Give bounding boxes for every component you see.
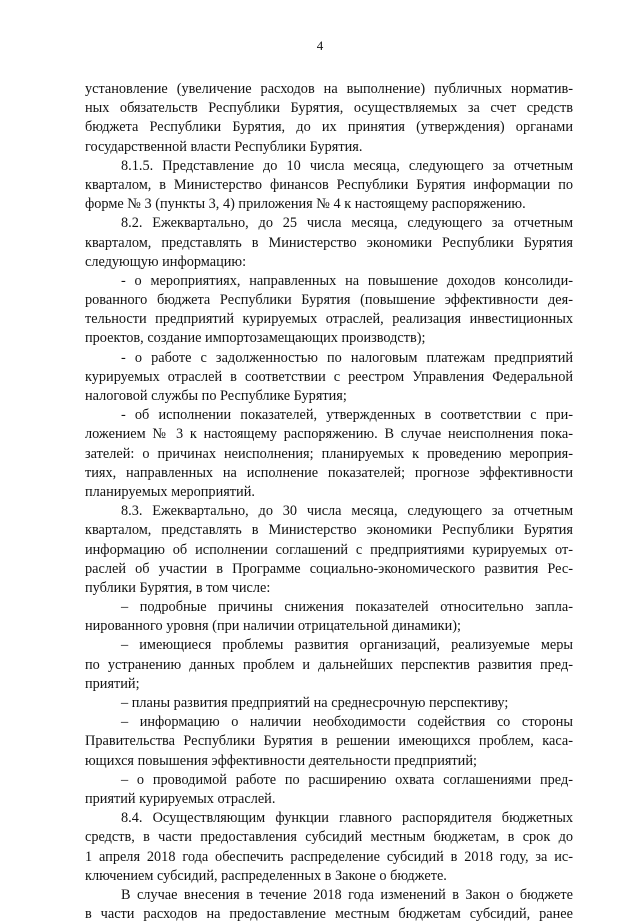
text-line: - о работе с задолженностью по налоговым платежам предприятий — [121, 349, 573, 366]
text-line: кварталом, представлять в Министерство экономики Республики Бурятия — [85, 234, 573, 251]
text-line: – планы развития предприятий на среднесрочную перспективу; — [121, 695, 509, 711]
text-line: - о мероприятиях, направленных на повышение доходов консолиди- — [121, 272, 573, 289]
text-line: курируемых отраслей в соответствии с реестром Управления Федеральной — [85, 368, 573, 385]
text-line: кварталом, в Министерство финансов Республики Бурятия информации по — [85, 176, 573, 193]
text-line: бюджета Республики Бурятия, до их принятия (утверждения) органами — [85, 119, 573, 136]
text-line: планируемых мероприятий. — [85, 483, 255, 500]
text-line: по устранению данных проблем и дальнейших перспектив развития пред- — [85, 656, 573, 673]
page-number: 4 — [316, 38, 324, 53]
text-line: следующую информацию: — [85, 253, 247, 270]
text-line: установление (увеличение расходов на выполнение) публичных норматив- — [85, 81, 573, 97]
text-line: - об исполнении показателей, утвержденных в соответствии с при- — [121, 407, 573, 424]
document-body — [85, 80, 573, 924]
text-line: в части расходов на предоставление местным бюджетам субсидий, ранее — [85, 906, 573, 923]
text-line: тиях, направленных на исполнение показателей; прогнозе эффективности — [85, 464, 573, 481]
text-line: Правительства Республики Бурятия в решении имеющихся проблем, каса- — [85, 733, 573, 750]
text-line: – о проводимой работе по расширению охвата соглашениями пред- — [121, 771, 573, 788]
text-line: рованного бюджета Республики Бурятия (повышение эффективности дея- — [85, 292, 573, 309]
text-line: 8.4. Осуществляющим функции главного распорядителя бюджетных — [121, 810, 573, 827]
text-line: зателей: о причинах неисполнения; планируемых к проведению мероприя- — [85, 445, 573, 462]
text-line: приятий курируемых отраслей. — [85, 790, 276, 807]
text-line: В случае внесения в течение 2018 года изменений в Закон о бюджете — [121, 886, 573, 903]
text-line: средств, в части предоставления субсидий местным бюджетам, в срок до — [85, 829, 573, 846]
text-line: проектов, создание импортозамещающих производств); — [85, 330, 426, 347]
text-line: приятий; — [85, 675, 140, 692]
text-line: ложением № 3 к настоящему распоряжению. В случае неисполнения пока- — [85, 426, 573, 443]
text-line: налоговой службы по Республике Бурятия; — [85, 388, 347, 404]
text-line: – информацию о наличии необходимости содействия со стороны — [121, 714, 573, 731]
text-line: государственной власти Республики Бурятия. — [85, 138, 363, 155]
text-line: ющихся повышения эффективности деятельности предприятий; — [85, 752, 477, 769]
text-line: 1 апреля 2018 года обеспечить распределение субсидий в 2018 году, за ис- — [85, 848, 573, 865]
text-line: раслей об участии в Программе социально-экономического развития Рес- — [85, 560, 573, 577]
text-line: нированного уровня (при наличии отрицательной динамики); — [85, 618, 461, 635]
text-line: ных обязательств Республики Бурятия, осуществляемых за счет средств — [85, 100, 573, 117]
text-line: форме № 3 (пункты 3, 4) приложения № 4 к настоящему распоряжению. — [85, 196, 526, 213]
text-line: кварталом, представлять в Министерство экономики Республики Бурятия — [85, 522, 573, 539]
text-line: 8.3. Ежеквартально, до 30 числа месяца, следующего за отчетным — [121, 503, 573, 520]
text-line: информацию об исполнении соглашений с предприятиями курируемых от- — [85, 541, 573, 558]
text-line: – имеющиеся проблемы развития организаций, реализуемые меры — [121, 637, 573, 654]
text-line: 8.1.5. Представление до 10 числа месяца, следующего за отчетным — [121, 157, 573, 174]
text-line: – подробные причины снижения показателей относительно запла- — [121, 599, 573, 616]
text-line: ключением субсидий, распределенных в Законе о бюджете. — [85, 867, 447, 884]
text-line: публики Бурятия, в том числе: — [85, 579, 271, 596]
text-line: 8.2. Ежеквартально, до 25 числа месяца, следующего за отчетным — [121, 215, 573, 232]
text-line: тельности предприятий курируемых отраслей, реализация инвестиционных — [85, 311, 573, 328]
